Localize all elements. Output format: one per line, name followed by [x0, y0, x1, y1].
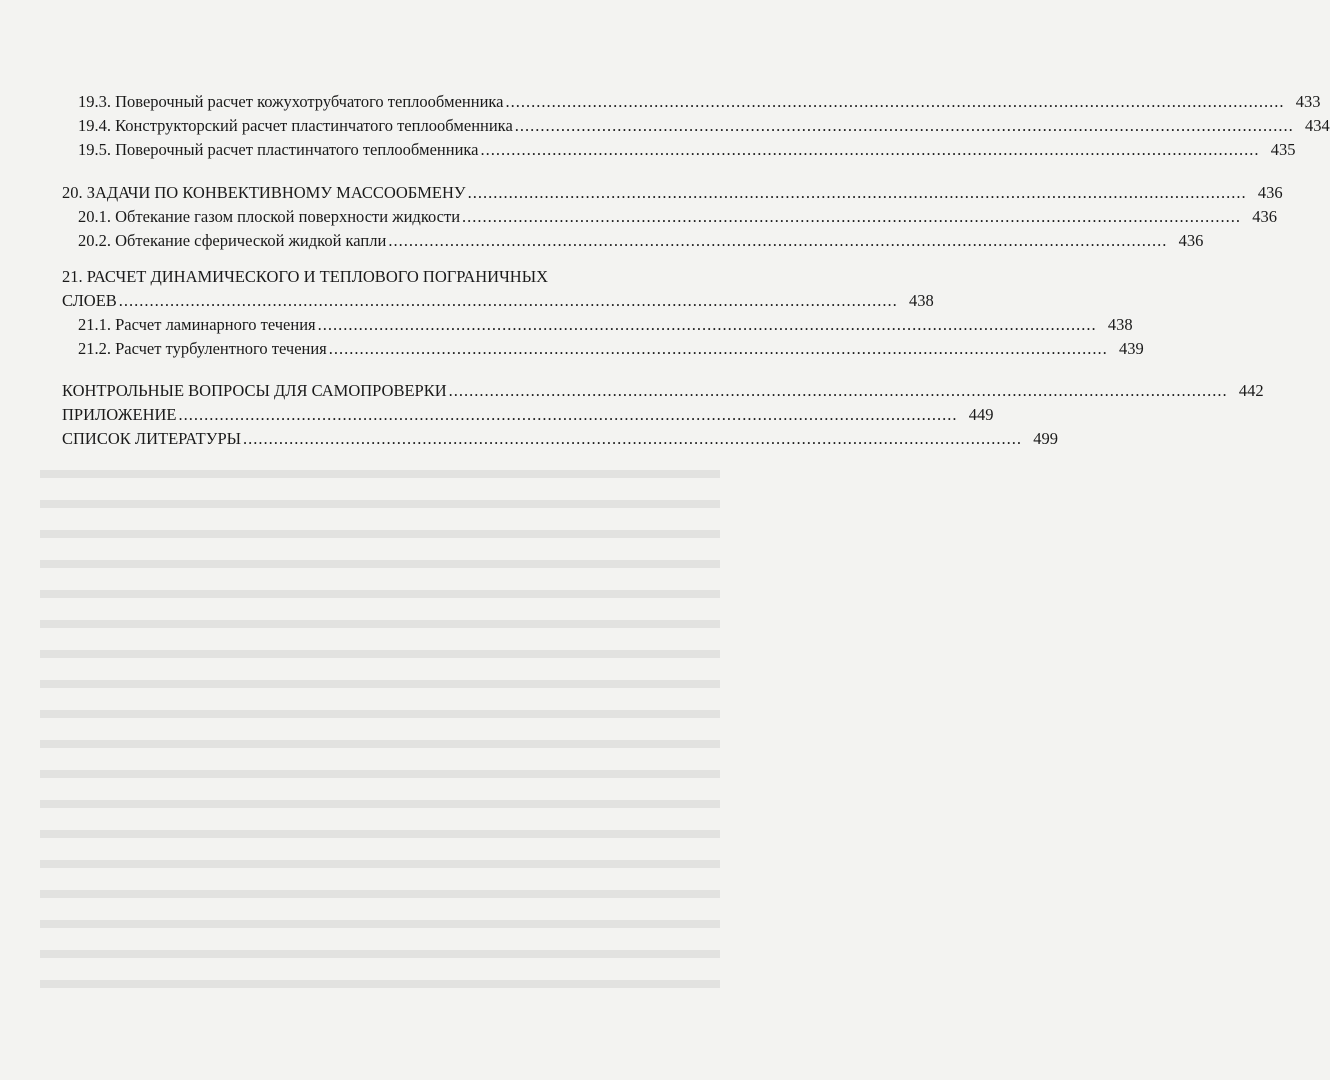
toc-page-number: 436 [1252, 207, 1278, 226]
toc-leader-dots: ........................................................................................................................................................ [462, 207, 1242, 226]
toc-entry [78, 314, 1133, 336]
toc-entry [78, 139, 1296, 161]
toc-entry-title: КОНТРОЛЬНЫЕ ВОПРОСЫ ДЛЯ САМОПРОВЕРКИ [62, 381, 447, 400]
toc-page-number: 433 [1295, 92, 1321, 111]
toc-entry-title: ПРИЛОЖЕНИЕ [62, 405, 177, 424]
toc-leader-dots: ........................................................................................................................................................ [514, 116, 1294, 135]
toc-page-number: 434 [1305, 116, 1330, 135]
toc-chapter-entry [62, 182, 1283, 204]
toc-page-number: 442 [1238, 381, 1264, 400]
toc-page-number: 439 [1119, 339, 1144, 358]
toc-section-entry [62, 380, 1264, 402]
toc-entry-title: 20.1. Обтекание газом плоской поверхности жидкости [78, 207, 461, 226]
toc-entry-title: 20. ЗАДАЧИ ПО КОНВЕКТИВНОМУ МАССООБМЕНУ [62, 183, 466, 202]
toc-entry-title: 21.2. Расчет турбулентного течения [78, 339, 327, 358]
toc-entry-title: 21.1. Расчет ламинарного течения [78, 315, 316, 334]
toc-leader-dots: ........................................................................................................................................................ [480, 140, 1260, 159]
toc-entry-title: 20.2. Обтекание сферической жидкой капли [78, 231, 387, 250]
toc-chapter-title-line: 21. РАСЧЕТ ДИНАМИЧЕСКОГО И ТЕПЛОВОГО ПОГРАНИЧНЫХ [62, 267, 549, 286]
toc-page-number: 438 [909, 291, 934, 310]
toc-leader-dots: ........................................................................................................................................................ [388, 231, 1168, 250]
toc-page-number: 449 [968, 405, 994, 424]
toc-entry-title: 19.4. Конструкторский расчет пластинчатого теплообменника [78, 116, 513, 135]
toc-leader-dots: ........................................................................................................................................................ [243, 429, 1023, 448]
toc-leader-dots: ........................................................................................................................................................ [448, 381, 1228, 400]
toc-page-number: 438 [1107, 315, 1133, 334]
toc-page-number: 499 [1033, 429, 1059, 448]
toc-entry [78, 338, 1144, 360]
toc-entry [78, 91, 1321, 113]
toc-leader-dots: ........................................................................................................................................................ [467, 183, 1247, 202]
toc-leader-dots: ........................................................................................................................................................ [178, 405, 958, 424]
toc-entry-title: 19.3. Поверочный расчет кожухотрубчатого теплообменника [78, 92, 504, 111]
toc-chapter-entry [62, 290, 934, 312]
toc-page-number: 436 [1178, 231, 1204, 250]
toc-entry [78, 230, 1204, 252]
toc-leader-dots: ........................................................................................................................................................ [328, 339, 1108, 358]
toc-entry-title: СЛОЕВ [62, 291, 117, 310]
toc-entry-title: 19.5. Поверочный расчет пластинчатого теплообменника [78, 140, 479, 159]
toc-leader-dots: ........................................................................................................................................................ [317, 315, 1097, 334]
toc-page-number: 436 [1257, 183, 1283, 202]
toc-leader-dots: ........................................................................................................................................................ [118, 291, 898, 310]
toc-entry [78, 206, 1278, 228]
toc-page-number: 435 [1270, 140, 1296, 159]
toc-section-entry [62, 404, 994, 426]
toc-entry-title: СПИСОК ЛИТЕРАТУРЫ [62, 429, 242, 448]
toc-entry [78, 115, 1330, 137]
toc-leader-dots: ........................................................................................................................................................ [505, 92, 1285, 111]
toc-section-entry [62, 428, 1059, 450]
